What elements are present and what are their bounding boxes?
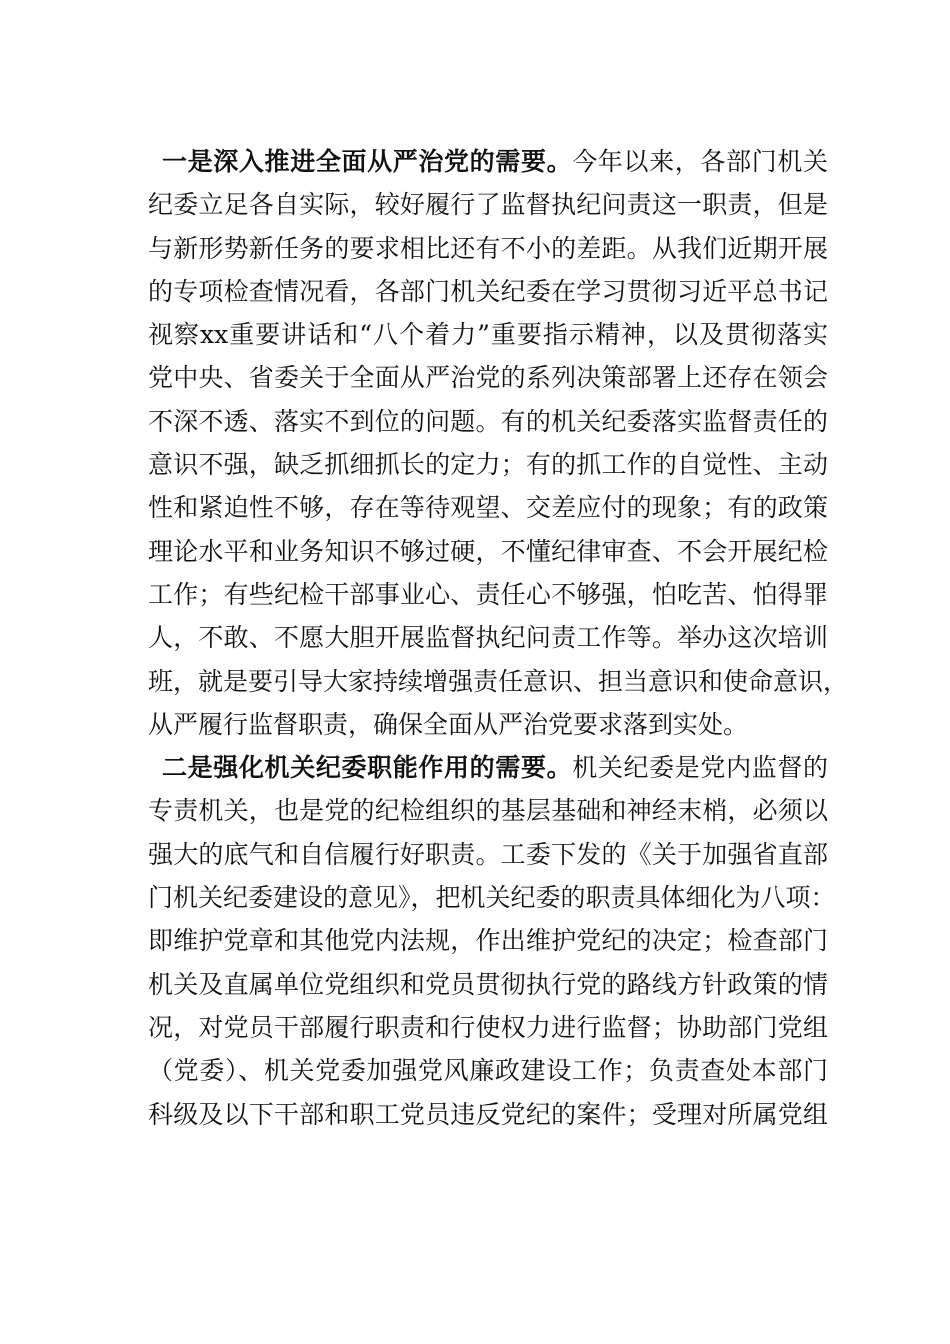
paragraph-2 [148, 746, 836, 1136]
paragraph-line: 强大的底气和自信履行好职责。工委下发的《关于加强省直部 [148, 839, 828, 869]
paragraph-line: 的专项检查情况看，各部门机关纪委在学习贯彻习近平总书记 [148, 276, 828, 306]
paragraph-line: 门机关纪委建设的意见》，把机关纪委的职责具体细化为八项： [148, 883, 836, 913]
paragraph-line: 况，对党员干部履行职责和行使权力进行监督；协助部门党组 [148, 1012, 828, 1042]
paragraph-lead-heading: 二是强化机关纪委职能作用的需要。 [162, 753, 573, 783]
paragraph-line: 从严履行监督职责，确保全面从严治党要求落到实处。 [148, 709, 749, 739]
paragraph-line: 专责机关，也是党的纪检组织的基层基础和神经末梢，必须以 [148, 796, 828, 826]
paragraph-text: 今年以来，各部门机关 [572, 147, 828, 176]
paragraph-1 [148, 140, 849, 746]
paragraph-line: 不深不透、落实不到位的问题。有的机关纪委落实监督责任的 [148, 406, 828, 436]
paragraph-line: 与新形势新任务的要求相比还有不小的差距。从我们近期开展 [148, 233, 828, 263]
paragraph-line: 机关及直属单位党组织和党员贯彻执行党的路线方针政策的情 [148, 969, 828, 999]
paragraph-line: 纪委立足各自实际，较好履行了监督执纪问责这一职责，但是 [148, 190, 828, 220]
paragraph-line [148, 746, 828, 789]
paragraph-line: 工作；有些纪检干部事业心、责任心不够强，怕吃苦、怕得罪 [148, 579, 828, 609]
paragraph-line: 党中央、省委关于全面从严治党的系列决策部署上还存在领会 [148, 363, 828, 393]
document-body [148, 140, 849, 1136]
paragraph-line [148, 140, 828, 183]
paragraph-line: （党委）、机关党委加强党风廉政建设工作；负责查处本部门 [148, 1056, 828, 1086]
paragraph-line: 即维护党章和其他党内法规，作出维护党纪的决定；检查部门 [148, 926, 828, 956]
paragraph-line: 人，不敢、不愿大胆开展监督执纪问责工作等。举办这次培训 [148, 623, 828, 653]
paragraph-line: 性和紧迫性不够，存在等待观望、交差应付的现象；有的政策 [148, 493, 828, 523]
paragraph-lead-heading: 一是深入推进全面从严治党的需要。 [162, 147, 573, 176]
paragraph-line: 理论水平和业务知识不够过硬，不懂纪律审查、不会开展纪检 [148, 536, 828, 566]
paragraph-line: 视察xx重要讲话和“八个着力”重要指示精神，以及贯彻落实 [148, 320, 828, 350]
paragraph-line: 意识不强，缺乏抓细抓长的定力；有的抓工作的自觉性、主动 [148, 450, 828, 480]
paragraph-line: 科级及以下干部和职工党员违反党纪的案件；受理对所属党组 [148, 1099, 828, 1129]
paragraph-line: 班，就是要引导大家持续增强责任意识、担当意识和使命意识， [148, 666, 849, 696]
paragraph-text: 机关纪委是党内监督的 [572, 753, 828, 783]
